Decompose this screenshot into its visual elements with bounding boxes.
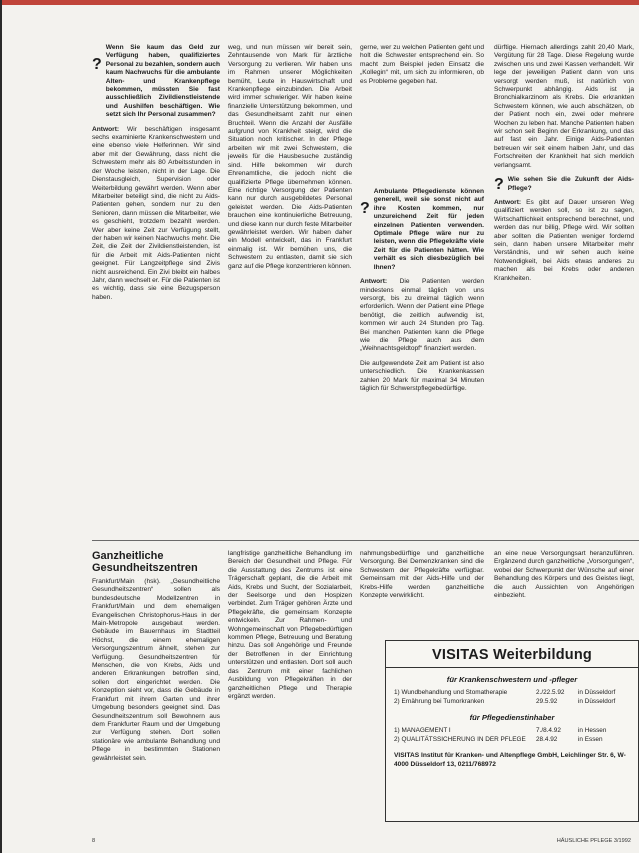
answer-1 bbox=[92, 126, 220, 303]
ad-course-title: 1) MANAGEMENT I bbox=[394, 727, 451, 734]
answer-1-lead: Antwort: bbox=[92, 125, 120, 133]
question-3-text: Wie sehen Sie die Zukunft der Aids-Pflege? bbox=[507, 176, 634, 192]
column-3 bbox=[360, 44, 484, 524]
ad-course-location: in Essen bbox=[578, 736, 603, 743]
answer-2 bbox=[360, 278, 484, 354]
answer-3-lead: Antwort: bbox=[494, 198, 522, 206]
answer-2-lead: Antwort: bbox=[360, 278, 388, 286]
bottom-column-4-text: an eine neue Versorgungsart heranzuführen. Ergänzend durch ganzheitliche „Vorsorgungen“, wobei der Schwerpunkt der Wünsche auf einer Behandlung des Körpers und des Geistes liegt, die auch Aussichten von Angehörigen einbezieht. bbox=[494, 550, 634, 600]
ad-course-row bbox=[386, 688, 638, 697]
column-4-intro: dürftige. Hiernach allerdings zahlt 20,40 Mark, Vergütung für 28 Tage. Diese Regelung wurde zwischen uns und zwei Kassen verhandelt. Wir lege der jeweiligen Patient dann von uns versorgt werden muß, ist natürlich von Schwerpunkt abhängig. Aids ist ja Bronchialkarzinom als Krebs. Die erkrankten Schwestern können, wie auch abschätzen, ob der Patient noch ein, zwei oder mehrere Wochen zu leben hat. Manche Patienten haben wir schon seit Beginn der Erkrankung, und das auf fast ein Jahr. Einige Aids-Patienten betreuen wir seit einem halben Jahr, und das Fortschreiten der Krankheit hat sich merklich verlangsamt. bbox=[494, 44, 634, 169]
column-4 bbox=[494, 44, 634, 524]
top-color-bar bbox=[0, 0, 639, 5]
column-3-intro: gerne, wer zu welchen Patienten geht und holt die Schwester entsprechend ein. So macht zum Beispiel jeden Einsatz die „Kollegin“ mit, um sich zu informieren, ob es Probleme gegeben hat. bbox=[360, 44, 484, 85]
ad-course-row bbox=[386, 735, 638, 744]
ad-course-location: in Düsseldorf bbox=[578, 689, 616, 696]
visitas-ad bbox=[385, 640, 639, 822]
bottom-column-4 bbox=[494, 550, 634, 634]
question-3 bbox=[494, 176, 634, 193]
bottom-column-2 bbox=[228, 550, 352, 835]
ad-course-location: in Düsseldorf bbox=[578, 698, 616, 705]
bottom-column-3-text: nahmungsbedürftige und ganzheitliche Versorgung. Bei Demenzkranken sind die Schwestern der Pflegekräfte verfügbar. Gemeinsam mit der Aids-Hilfe und der Krebs-Hilfe werden ganzheitliche Konzepte verwirklicht. bbox=[360, 550, 484, 600]
question-1 bbox=[92, 44, 220, 120]
column-1 bbox=[92, 44, 220, 524]
section-divider bbox=[92, 540, 639, 541]
question-2-text: Ambulante Pflegedienste können generell, weil sie sonst nicht auf ihre Kosten kommen, nur unzureichend Zeit für jeden einzelnen Patienten verwenden. Optimale Pflege wäre nur zu leisten, wenn die Pflegekräfte viele Zeit für die Patienten hätten. Wie verhält es sich diesbezüglich bei Ihnen? bbox=[373, 188, 484, 271]
ad-course-date: 2./22.5.92 bbox=[536, 689, 565, 696]
question-2 bbox=[360, 188, 484, 272]
question-mark-icon: ? bbox=[360, 200, 370, 218]
bottom-column-1-text: Frankfurt/Main (hsk). „Gesundheitliche Gesundheitszentren“ sollen als bundesdeutsche Modellzentren in Frankfurt/Main und dem ehemaligen Evangelischen Christophorus-Haus in der Main-Metropole ausgebaut werden. Gebäude im Bauernhaus im Stadtteil Höchst, die einem ehemaligen Versorgungszentrum ähnelt, stehen zur Verfügung. Gesundheitszentren für Menschen, die von Krebs, Aids und anderen Erkrankungen betroffen sind, sollen dort eingerichtet werden. Die Konzeption sieht vor, dass die Gebäude in Frankfurt mit ihrem Garten und ihrer Umgebung besonders geeignet sind. Das Gesundheitszentrum soll Bewohnern aus dem Frankfurter Raum und der Umgebung zur Verfügung stehen. Dort sollen stationäre wie ambulante Behandlung und Pflege in bestimmten Stationen gewährleistet sein. bbox=[92, 578, 220, 762]
answer-2-text: Die Patienten werden mindestens einmal täglich von uns versorgt, bis zu dreimal täglich wenn erforderlich. Wenn der Patient eine Pflege benötigt, die zeitlich aufwendig ist, kommen wir auch 24 Stunden pro Tag. Bei manchen Patienten kann die Pflege wie die Pflege auch aus dem „Weihnachtsgeldtopf“ finanziert werden. bbox=[360, 278, 484, 353]
ad-course-date: 29.5.92 bbox=[536, 698, 558, 705]
page-number: 8 bbox=[92, 838, 96, 844]
ad-course-row bbox=[386, 697, 638, 706]
ad-subtitle-owners: für Pflegedienstinhaber bbox=[469, 713, 555, 722]
ad-course-title: 1) Wundbehandlung und Stomatherapie bbox=[394, 689, 508, 696]
bottom-column-1 bbox=[92, 550, 220, 835]
column-3-gap bbox=[360, 92, 484, 188]
ad-course-row bbox=[386, 726, 638, 735]
page-edge bbox=[0, 0, 2, 853]
ad-course-date: 28.4.92 bbox=[536, 736, 558, 743]
question-mark-icon: ? bbox=[494, 176, 504, 194]
question-mark-icon: ? bbox=[92, 56, 102, 73]
ad-brand: VISITAS Weiterbildung bbox=[386, 641, 638, 668]
question-1-text: Wenn Sie kaum das Geld zur Verfügung haben, qualifiziertes Personal zu bezahlen, sondern auch kaum Nachwuchs für die ambulante Alten- und Krankenpflege bekommen, müssten Sie fast ausschließlich Zivildienstleistende und Aushilfen beschäftigen. Wie setzt sich Ihr Personal zusammen? bbox=[105, 44, 220, 119]
ad-address: VISITAS Institut für Kranken- und Altenpflege GmbH, Leichlinger Str. 6, W-4000 Düsseldorf 13, 0211/768972 bbox=[394, 752, 626, 768]
bottom-column-2-text: langfristige ganzheitliche Behandlung im Bereich der Gesundheit und Pflege. Für die Ausstattung des Zentrums ist eine Trägerschaft geplant, die die Arbeit mit Aids, Krebs und Sucht, der Sozialarbeit, der Seelsorge und den Hospizen verbindet. Zum Träger gehören Ärzte und Pflegekräfte, die gemeinsam Konzepte entwickeln. Zur Rahmen- und Wohngemeinschaft von Pflegebedürftigen kommen Pflege, Betreuung und Beratung hinzu. Das soll Angehörige und Freunde der Betroffenen in der Einrichtung unterstützen und entlasten. Dort soll auch das Zentrum mit einer fachlichen Ausbildung von Pflegekräften in der ganzheitlichen Pflege und Therapie ergänzt werden. bbox=[228, 550, 352, 700]
ad-course-location: in Hessen bbox=[578, 727, 607, 734]
column-2-text: weg, und nun müssen wir bereit sein, Zehntausende von Mark für ärztliche Versorgung zu verlieren. Wir haben uns im Rahmen unserer Möglichkeiten bemüht, Leute in Hauswirtschaft und Krankenpflege einzubinden. Die Arbeit wird immer schwieriger. Wir haben keine finanzielle Unterstützung bekommen, und das Gesundheitsamt zahlt nur einen Bruchteil. Wenn die Anzahl der Ausfälle aufgrund von Krankheit steigt, wird die Situation noch kritischer. In der Pflege arbeiten wir mit zwei Schwestern, die jeweils für die Hausbesuche zuständig sind. Hilfe bekommen wir durch Ehrenamtliche, die jedoch nicht die qualifizierte Pflege übernehmen können. Eine richtige Versorgung der Patienten kann nur durch ausgebildetes Personal geleistet werden. Die Aids-Patienten brauchen eine kontinuierliche Betreuung, und diese kann nur durch feste Mitarbeiter gewährleistet werden. Wir haben daher ein Modell entwickelt, das in Frankfurt einmalig ist. Wir bemühen uns, die Schwestern zu entlasten, damit sie sich ganz auf die Pflege konzentrieren können. bbox=[228, 44, 352, 270]
bottom-column-3 bbox=[360, 550, 484, 634]
journal-footer: HÄUSLICHE PFLEGE 3/1992 bbox=[556, 838, 631, 844]
answer-2b: Die aufgewendete Zeit am Patient ist also unterschiedlich. Die Krankenkassen zahlen 20 Mark für maximal 34 Minuten täglich für Schwerstpflegebedürftige. bbox=[360, 359, 484, 392]
answer-1-text: Wir beschäftigen insgesamt sechs examinierte Krankenschwestern und eine ebenso viele Helferinnen. Wir sind aber mit der Gewährung, dass nicht die Schwestern mehr als 80 Arbeitsstunden in der Woche leisten, nicht in der Lage. Die Dienstausgleich, Supervision oder Weiterbildung gewährt werden. Wenn aber Mitarbeiter beteiligt sind, die nicht zu Aids-Patienten gehen, sondern nur zu den Senioren, dann müssen die Mitarbeiter, wie es geschieht, trotzdem bezahlt werden. Wer aber keine Zeit zur Verfügung stellt, der haben wir keinen Nachwuchs mehr. Die Zeit, die Zeit der Zivildienstleistenden, ist für die Arbeit mit Aids-Patienten nicht geeignet. Für Langzeitpflege sind Zivis nicht ausreichend. Ein Zivi bleibt ein halbes Jahr, dann wechselt er. Für die Patienten ist es wichtig, dass sie eine Bezugsperson haben. bbox=[92, 125, 220, 301]
ad-course-title: 2) QUALITÄTSSICHERUNG IN DER PFLEGE bbox=[394, 736, 526, 743]
column-2 bbox=[228, 44, 352, 524]
answer-3 bbox=[494, 199, 634, 283]
ad-subtitle-nurses: für Krankenschwestern und -pfleger bbox=[446, 675, 578, 684]
ad-course-title: 2) Ernährung bei Tumorkranken bbox=[394, 698, 485, 705]
answer-3-text: Es gibt auf Dauer unseren Weg qualifiziert werden soll, so ist zu sagen, Wirtschaftlichkeit entsprechend berechnet, und werden das nur billig, Pflege wird. Wir sollten aber sollten die Patienten weniger fordernd sein, dann haben unsere Mitarbeiter mehr Verständnis, und wir sehen auch keine Notwendigkeit, bei Aids etwas anderes zu machen als bei Krebs oder anderen Krankheiten. bbox=[494, 198, 634, 282]
ad-course-date: 7./8.4.92 bbox=[536, 727, 561, 734]
section-title: Ganzheitliche Gesundheitszentren bbox=[92, 550, 198, 574]
